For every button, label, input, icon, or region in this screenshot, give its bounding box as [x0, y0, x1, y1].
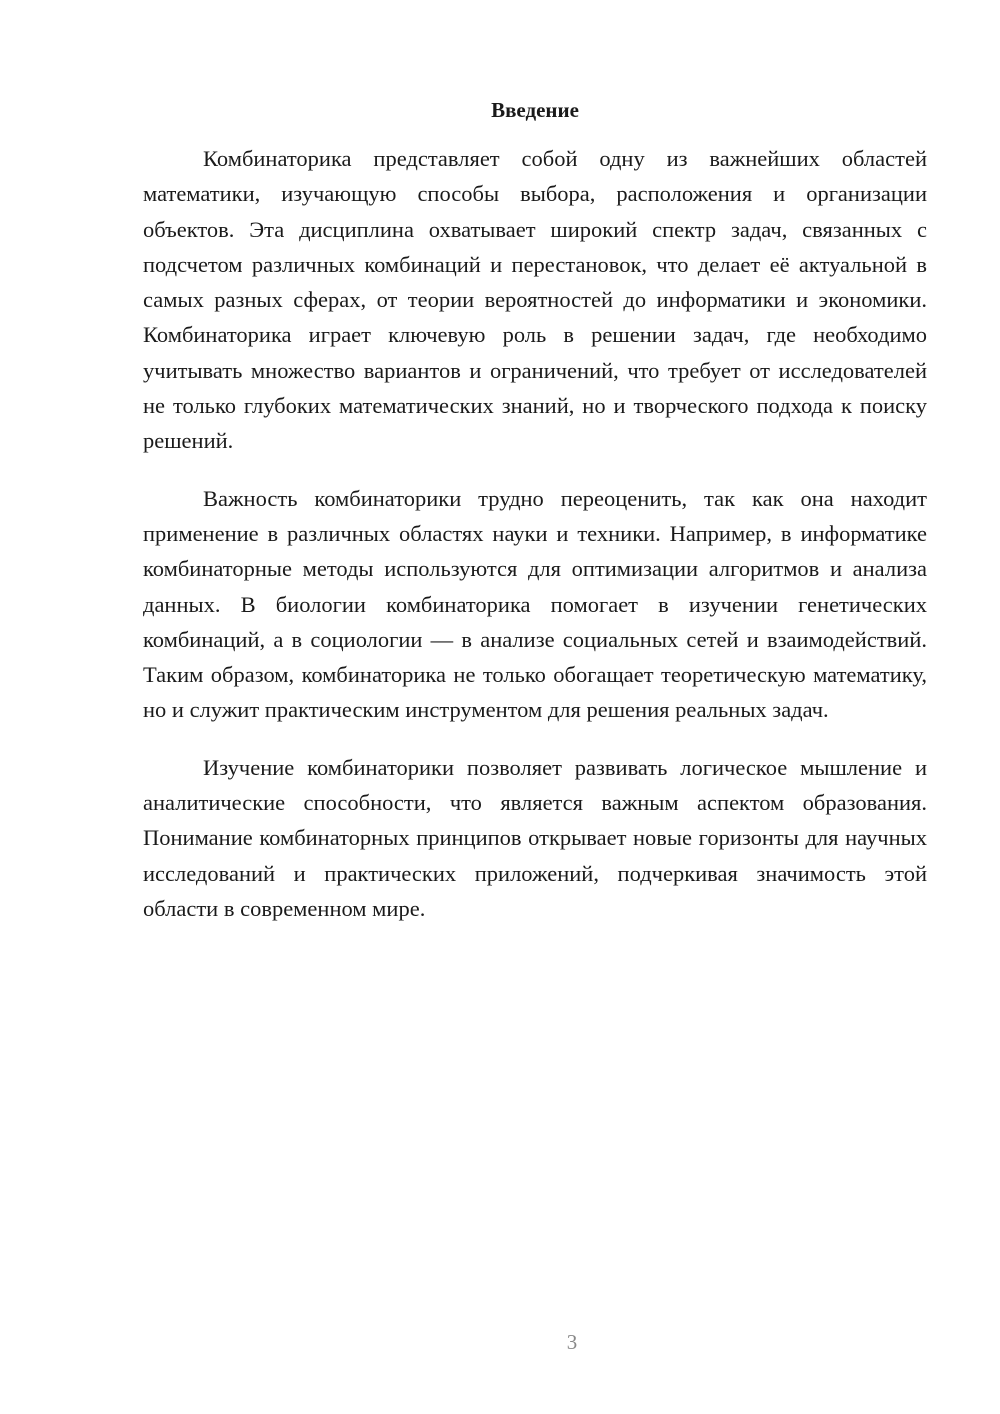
paragraph-2: Важность комбинаторики трудно переоценить, так как она находит применение в различных областях науки и техники. Например, в информатике комбинаторные методы используются для оптимизации алгоритмов и анализа данных. В биологии комбинаторика помогает в изучении генетических комбинаций, а в социологии — в анализе социальных сетей и взаимодействий. Таким образом, комбинаторика не только обогащает теоретическую математику, но и служит практическим инструментом для решения реальных задач. [143, 485, 927, 723]
page-number: 3 [566, 1330, 578, 1354]
page-content [143, 94, 927, 948]
paragraph-3: Изучение комбинаторики позволяет развивать логическое мышление и аналитические способности, что является важным аспектом образования. Понимание комбинаторных принципов открывает новые горизонты для научных исследований и практических приложений, подчеркивая значимость этой области в современном мире. [143, 754, 927, 921]
section-title: Введение [491, 98, 579, 122]
paragraph-1: Комбинаторика представляет собой одну из важнейших областей математики, изучающую способы выбора, расположения и организации объектов. Эта дисциплина охватывает широкий спектр задач, связанных с подсчетом различных комбинаций и перестановок, что делает её актуальной в самых разных сферах, от теории вероятностей до информатики и экономики. Комбинаторика играет ключевую роль в решении задач, где необходимо учитывать множество вариантов и ограничений, что требует от исследователей не только глубоких математических знаний, но и творческого подхода к поиску решений. [143, 146, 927, 454]
